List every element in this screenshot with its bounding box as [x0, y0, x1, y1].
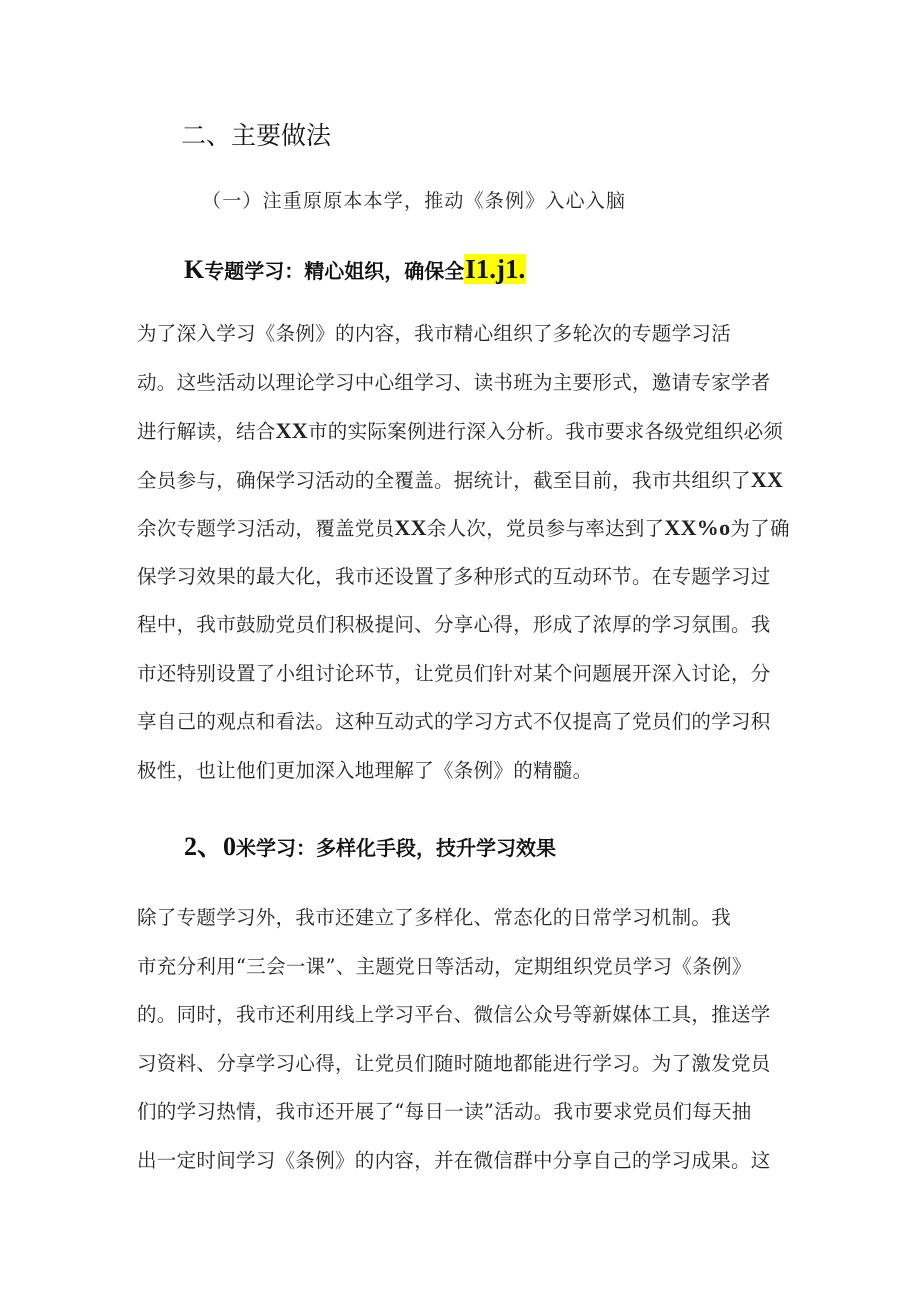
paragraph-line: 除了专题学习外，我市还建立了多样化、常态化的日常学习机制。我	[137, 906, 732, 929]
paragraph-line: 市充分利用“三会一课”、主题党日等活动，定期组织党员学习《条例》	[137, 954, 752, 978]
paragraph-line: 们的学习热情，我市还开展了“每日一读”活动。我市要求党员们每天抽	[137, 1100, 752, 1123]
paragraph-line: 的。同时，我市还利用线上学习平台、微信公众号等新媒体工具，推送学	[137, 1003, 771, 1026]
paragraph-line: 保学习效果的最大化，我市还设置了多种形式的互动环节。在专题学习过	[137, 564, 771, 588]
section-2-lead: 2、0	[184, 832, 237, 861]
paragraph-line: 习资料、分享学习心得，让党员们随时随地都能进行学习。为了激发党员	[137, 1051, 771, 1075]
paragraph-line: 市还特别设置了小组讨论环节，让党员们针对某个问题展开深入讨论，分	[137, 661, 771, 685]
section-1-highlight: I1.j1.	[465, 254, 526, 284]
paragraph-1	[137, 310, 790, 795]
section-1-heading	[184, 254, 526, 285]
section-2-heading	[184, 826, 556, 863]
paragraph-line: 为了深入学习《条例》的内容，我市精心组织了多轮次的专题学习活	[137, 322, 732, 345]
paragraph-line: 全员参与，确保学习活动的全覆盖。据统计，截至目前，我市共组织了XX	[137, 466, 784, 492]
section-2-title: 米学习：多样化手段，技升学习效果	[236, 836, 557, 860]
paragraph-line: 动。这些活动以理论学习中心组学习、读书班为主要形式，邀请专家学者	[137, 370, 771, 394]
section-1-lead: K	[184, 255, 205, 284]
sub-heading: （一）注重原原本本学，推动《条例》入心入脑	[202, 190, 627, 212]
section-1-title: 专题学习：精心姐织，确保全	[204, 259, 465, 283]
paragraph-line: 进行解读，结合XX市的实际案例进行深入分析。我市要求各级党组织必须	[137, 418, 784, 443]
paragraph-line: 享自己的观点和看法。这种互动式的学习方式不仅提高了党员们的学习积	[137, 710, 771, 733]
paragraph-line: 极性，也让他们更加深入地理解了《条例》的精髓。	[137, 758, 593, 782]
paragraph-line: 程中，我市鼓励党员们积极提问、分享心得，形成了浓厚的学习氛围。我	[137, 613, 771, 636]
paragraph-2	[137, 894, 787, 1185]
main-heading: 二、主要做法	[181, 121, 332, 150]
paragraph-line: 余次专题学习活动，覆盖党员XX余人次，党员参与率达到了XX%o为了确	[137, 515, 790, 540]
paragraph-line: 出一定时间学习《条例》的内容，并在微信群中分享自己的学习成果。这	[137, 1148, 771, 1172]
